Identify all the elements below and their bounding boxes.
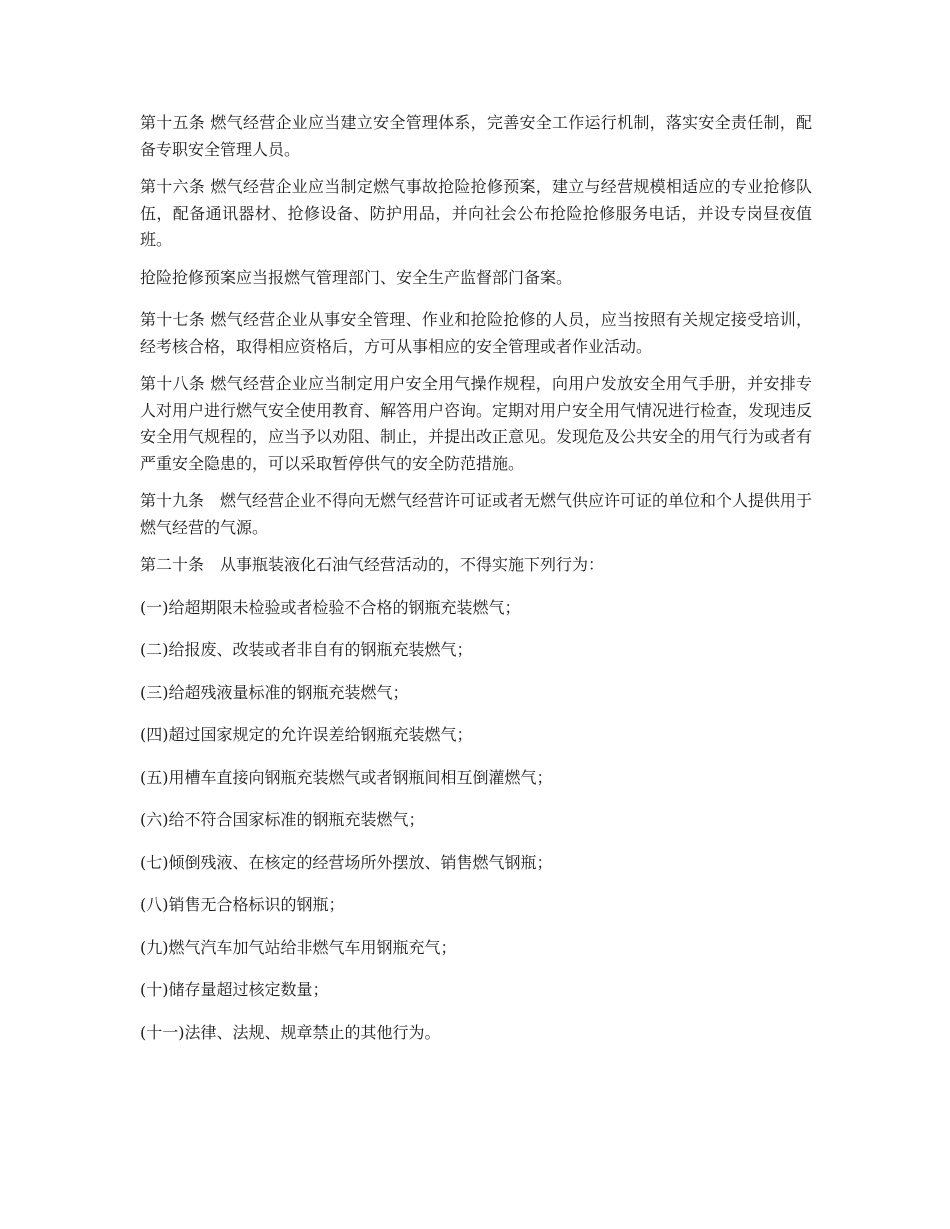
list-item-2: (二)给报废、改装或者非自有的钢瓶充装燃气； — [140, 640, 473, 659]
article-16: 第十六条 燃气经营企业应当制定燃气事故抢险抢修预案，建立与经营规模相适应的专业抢修队伍，配备通讯器材、抢修设备、防护用品，并向社会公布抢险抢修服务电话，并设专岗昼夜值班。 — [140, 177, 812, 249]
article-17: 第十七条 燃气经营企业从事安全管理、作业和抢险抢修的人员，应当按照有关规定接受培训，经考核合格，取得相应资格后，方可从事相应的安全管理或者作业活动。 — [140, 310, 812, 356]
list-item-6: (六)给不符合国家标准的钢瓶充装燃气； — [140, 810, 425, 829]
list-item-1: (一)给超期限未检验或者检验不合格的钢瓶充装燃气； — [140, 597, 521, 617]
list-item-10: (十)储存量超过核定数量； — [140, 980, 329, 999]
document-page — [140, 110, 812, 1062]
article-15: 第十五条 燃气经营企业应当建立安全管理体系，完善安全工作运行机制，落实安全责任制，配备专职安全管理人员。 — [140, 113, 812, 159]
list-item-5: (五)用槽车直接向钢瓶充装燃气或者钢瓶间相互倒灌燃气； — [140, 767, 553, 787]
list-item-9: (九)燃气汽车加气站给非燃气车用钢瓶充气； — [140, 937, 457, 957]
list-item-3: (三)给超残液量标准的钢瓶充装燃气； — [140, 682, 409, 702]
article-19: 第十九条 燃气经营企业不得向无燃气经营许可证或者无燃气供应许可证的单位和个人提供用于燃气经营的气源。 — [140, 491, 813, 537]
list-item-11: (十一)法律、法规、规章禁止的其他行为。 — [140, 1022, 441, 1042]
article-20: 第二十条 从事瓶装液化石油气经营活动的，不得实施下列行为： — [140, 555, 605, 574]
article-16-filing: 抢险抢修预案应当报燃气管理部门、安全生产监督部门备案。 — [140, 267, 573, 287]
article-18: 第十八条 燃气经营企业应当制定用户安全用气操作规程，向用户发放安全用气手册，并安排专人对用户进行燃气安全使用教育、解答用户咨询。定期对用户安全用气情况进行检查，发现违反安全用气规程的，应当予以劝阻、制止，并提出改正意见。发现危及公共安全的用气行为或者有严重安全隐患的，可以采取暂停供气的安全防范措施。 — [140, 374, 813, 473]
list-item-4: (四)超过国家规定的允许误差给钢瓶充装燃气； — [140, 725, 473, 744]
list-item-7: (七)倾倒残液、在核定的经营场所外摆放、销售燃气钢瓶； — [140, 852, 553, 872]
list-item-8: (八)销售无合格标识的钢瓶； — [140, 895, 345, 914]
